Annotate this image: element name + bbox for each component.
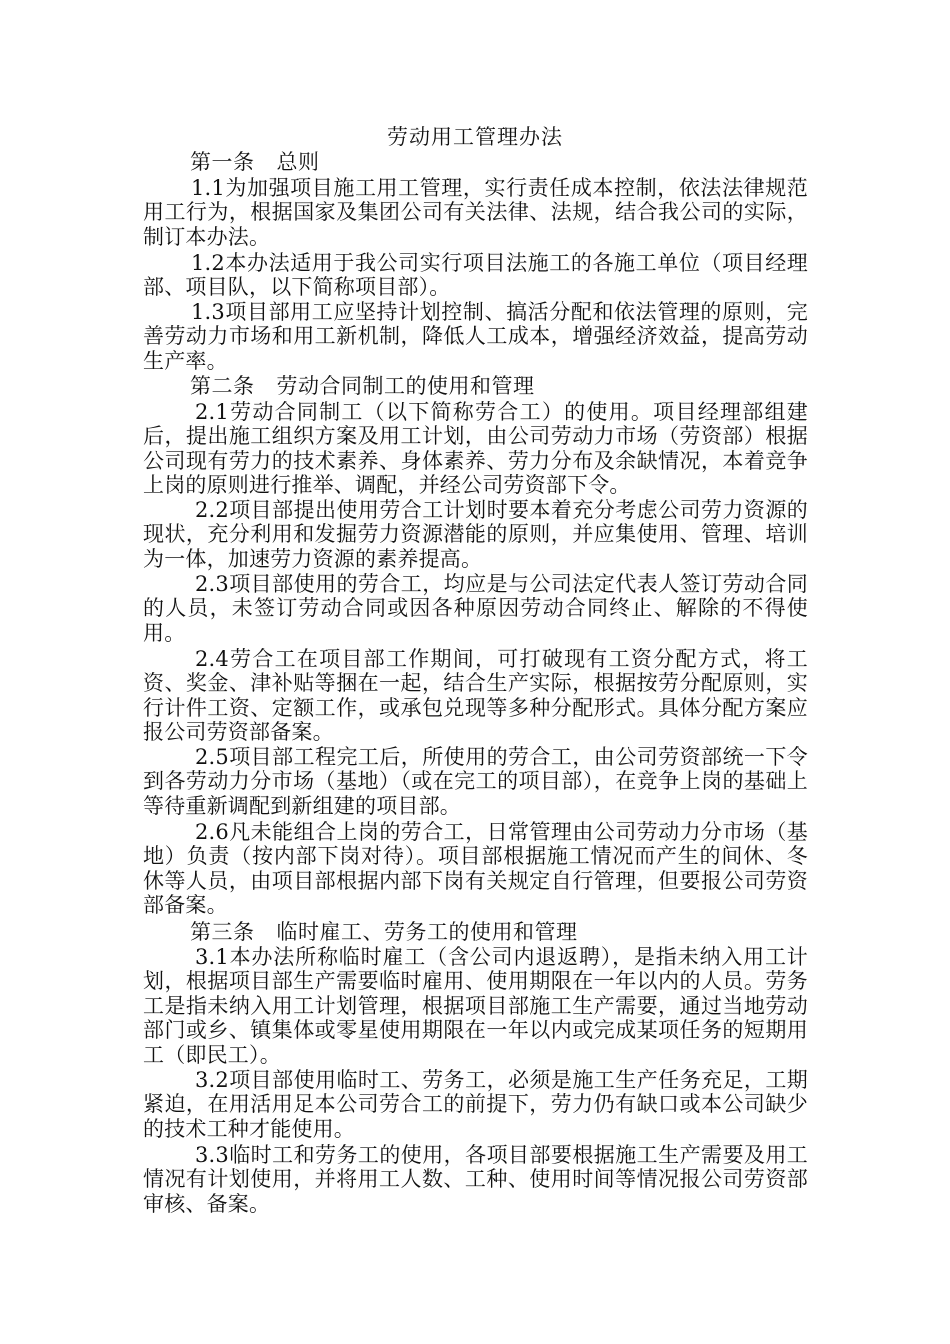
article-heading-3 — [190, 920, 578, 944]
paragraph-3-1: 3.1本办法所称临时雇工（含公司内退返聘），是指未纳入用工计划，根据项目部生产需要临时雇用、使用期限在一年以内的人员。劳务工是指未纳入用工计划管理，根据项目部施工生产需要，通过当地劳动部门或乡、镇集体或零星使用期限在一年以内或完成某项任务的短期用工（即民工）。 — [143, 945, 808, 1067]
paragraph-1-3: 1.3项目部用工应坚持计划控制、搞活分配和依法管理的原则，完善劳动力市场和用工新机制，降低人工成本，增强经济效益，提高劳动生产率。 — [143, 300, 808, 373]
article-number: 第三条 — [190, 920, 255, 944]
paragraph-3-2: 3.2项目部使用临时工、劳务工，必须是施工生产任务充足，工期紧迫，在用活用足本公司劳合工的前提下，劳力仍有缺口或本公司缺少的技术工种才能使用。 — [143, 1068, 808, 1141]
document-title: 劳动用工管理办法 — [387, 125, 563, 149]
article-name: 总则 — [276, 150, 320, 174]
paragraph-2-2: 2.2项目部提出使用劳合工计划时要本着充分考虑公司劳力资源的现状，充分利用和发掘劳力资源潜能的原则，并应集使用、管理、培训为一体，加速劳力资源的素养提高。 — [143, 498, 808, 571]
article-name: 劳动合同制工的使用和管理 — [276, 374, 535, 398]
paragraph-2-4: 2.4劳合工在项目部工作期间，可打破现有工资分配方式，将工资、奖金、津补贴等捆在一起，结合生产实际，根据按劳分配原则，实行计件工资、定额工作，或承包兑现等多种分配形式。具体分配方案应报公司劳资部备案。 — [143, 647, 808, 745]
paragraph-2-1: 2.1劳动合同制工（以下简称劳合工）的使用。项目经理部组建后，提出施工组织方案及用工计划，由公司劳动力市场（劳资部）根据公司现有劳力的技术素养、身体素养、劳力分布及余缺情况，本着竞争上岗的原则进行推举、调配，并经公司劳资部下令。 — [143, 400, 808, 498]
paragraph-2-6: 2.6凡未能组合上岗的劳合工，日常管理由公司劳动力分市场（基地）负责（按内部下岗对待）。项目部根据施工情况而产生的间休、冬休等人员，由项目部根据内部下岗有关规定自行管理，但要报公司劳资部备案。 — [143, 820, 808, 918]
paragraph-2-3: 2.3项目部使用的劳合工，均应是与公司法定代表人签订劳动合同的人员，未签订劳动合同或因各种原因劳动合同终止、解除的不得使用。 — [143, 572, 808, 645]
paragraph-1-2: 1.2本办法适用于我公司实行项目法施工的各施工单位（项目经理部、项目队，以下简称项目部）。 — [143, 251, 808, 300]
article-name: 临时雇工、劳务工的使用和管理 — [276, 920, 578, 944]
paragraph-1-1: 1.1为加强项目施工用工管理，实行责任成本控制，依法法律规范用工行为，根据国家及集团公司有关法律、法规，结合我公司的实际，制订本办法。 — [143, 176, 808, 249]
paragraph-3-3: 3.3临时工和劳务工的使用，各项目部要根据施工生产需要及用工情况有计划使用，并将用工人数、工种、使用时间等情况报公司劳资部审核、备案。 — [143, 1143, 808, 1216]
paragraph-2-5: 2.5项目部工程完工后，所使用的劳合工，由公司劳资部统一下令到各劳动力分市场（基地）（或在完工的项目部），在竞争上岗的基础上等待重新调配到新组建的项目部。 — [143, 745, 808, 818]
article-heading-1 — [190, 150, 320, 174]
article-number: 第二条 — [190, 374, 255, 398]
article-heading-2 — [190, 374, 535, 398]
article-number: 第一条 — [190, 150, 255, 174]
